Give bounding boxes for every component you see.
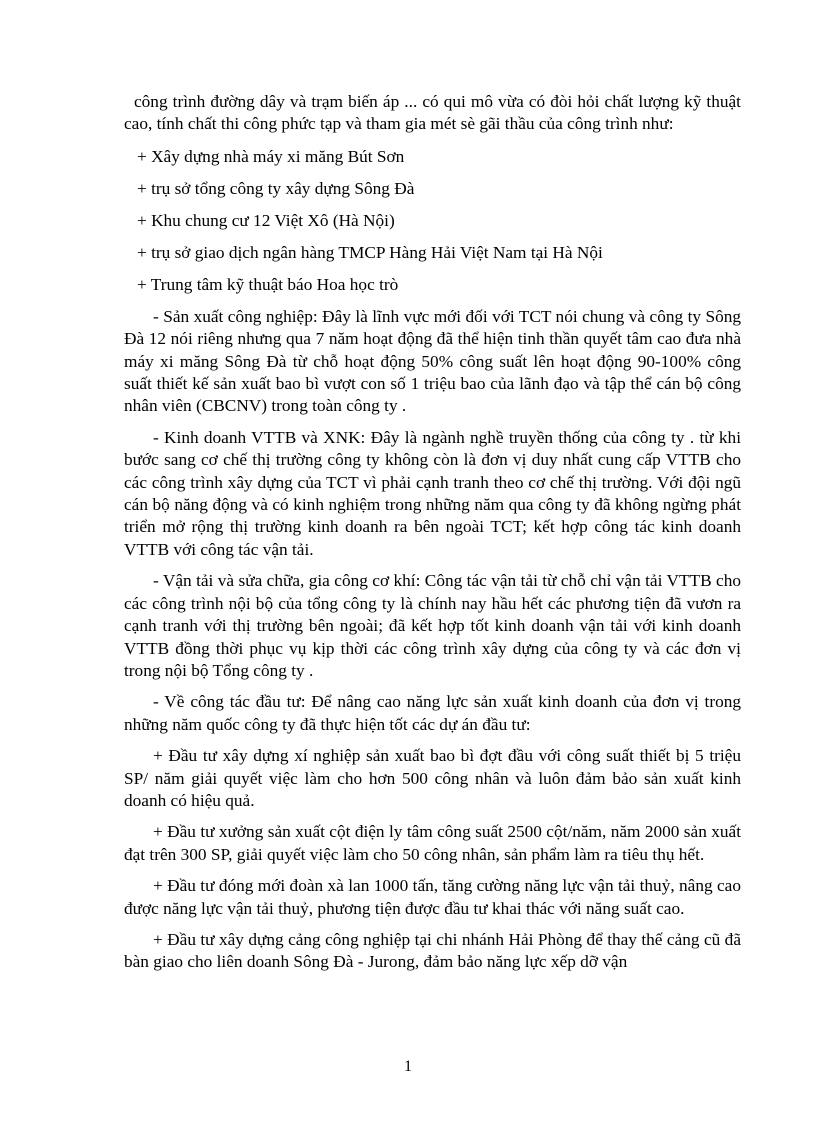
investment-item: + Đầu tư xây dựng cảng công nghiệp tại chi nhánh Hải Phòng để thay thế cảng cũ đã bàn giao cho liên doanh Sông Đà - Jurong, đảm bảo năng lực xếp dỡ vận [124, 929, 741, 972]
investment-item: + Đầu tư xây dựng xí nghiệp sản xuất bao bì đợt đầu với công suất thiết bị 5 triệu SP/ năm giải quyết việc làm cho hơn 500 công nhân và luôn đảm bảo sản xuất kinh doanh có hiệu quả. [124, 746, 741, 810]
project-item: + trụ sở giao dịch ngân hàng TMCP Hàng Hải Việt Nam tại Hà Nội [137, 242, 603, 262]
industrial-production-paragraph: - Sản xuất công nghiệp: Đây là lĩnh vực mới đối với TCT nói chung và công ty Sông Đà 12 nói riêng nhưng qua 7 năm hoạt động đã thể hiện tinh thần quyết tâm cao đưa nhà máy xi măng Sông Đà từ chỗ hoạt động 50% công suất lên hoạt động 90-100% công suất thiết kế sản xuất bao bì vượt con số 1 triệu bao của lãnh đạo và tập thể cán bộ công nhân viên (CBCNV) trong toàn công ty . [124, 306, 741, 416]
project-list [124, 145, 741, 296]
page-number: 1 [404, 1058, 412, 1075]
body-text [124, 91, 741, 983]
project-item: + Xây dựng nhà máy xi măng Bút Sơn [137, 146, 405, 166]
trade-paragraph: - Kinh doanh VTTB và XNK: Đây là ngành nghề truyền thống của công ty . từ khi bước sang cơ chế thị trường công ty không còn là đơn vị duy nhất cung cấp VTTB cho các công trình xây dựng của TCT vì phải cạnh tranh theo cơ chế thị trường. Với đội ngũ cán bộ năng động và có kinh nghiệm trong những năm qua công ty đã không ngừng phát triển mở rộng thị trường kinh doanh ra bên ngoài TCT; kết hợp công tác kinh doanh VTTB với công tác vận tải. [124, 427, 741, 559]
investment-item: + Đầu tư xưởng sản xuất cột điện ly tâm công suất 2500 cột/năm, năm 2000 sản xuất đạt trên 300 SP, giải quyết việc làm cho 50 công nhân, sản phẩm làm ra tiêu thụ hết. [124, 822, 741, 864]
project-item: + Khu chung cư 12 Việt Xô (Hà Nội) [137, 210, 395, 230]
transport-paragraph: - Vận tải và sửa chữa, gia công cơ khí: Công tác vận tải từ chỗ chỉ vận tải VTTB cho các công trình nội bộ của tổng công ty là chính nay hầu hết các phương tiện đã vươn ra cạnh tranh với thị trường bên ngoài; đã kết hợp tốt kinh doanh vận tải với kinh doanh VTTB đồng thời phục vụ kịp thời các công trình xây dựng của công ty và các đơn vị trong nội bộ Tổng công ty . [124, 571, 741, 680]
project-item: + trụ sở tổng công ty xây dựng Sông Đà [137, 178, 415, 198]
project-item: + Trung tâm kỹ thuật báo Hoa học trò [137, 274, 399, 294]
investment-paragraph: - Về công tác đầu tư: Để nâng cao năng lực sản xuất kinh doanh của đơn vị trong những năm quốc công ty đã thực hiện tốt các dự án đầu tư: [124, 692, 741, 734]
investment-item: + Đầu tư đóng mới đoàn xà lan 1000 tấn, tăng cường năng lực vận tải thuỷ, nâng cao được năng lực vận tải thuỷ, phương tiện được đầu tư khai thác với năng suất cao. [124, 876, 741, 918]
intro-paragraph: công trình đường dây và trạm biến áp ... có qui mô vừa có đòi hỏi chất lượng kỹ thuật cao, tính chất thi công phức tạp và tham gia mét sè gãi thầu của công trình như: [124, 92, 741, 134]
